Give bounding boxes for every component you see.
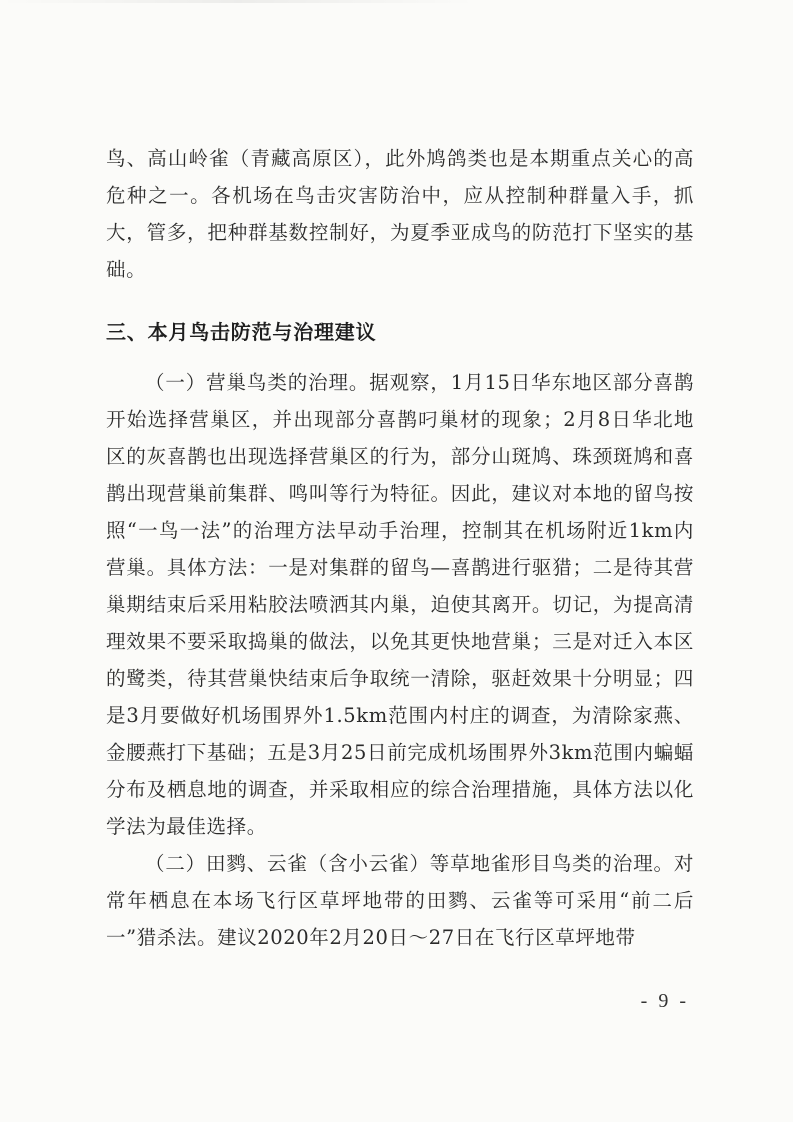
section-heading: 三、本月鸟击防范与治理建议 [106, 320, 377, 344]
paragraph-nesting-birds: （一）营巢鸟类的治理。据观察，1月15日华东地区部分喜鹊开始选择营巢区，并出现部分喜鹊叼巢材的现象；2月8日华北地区的灰喜鹊也出现选择营巢区的行为，部分山斑鸠、珠颈斑鸠和喜鹊出现营巢前集群、鸣叫等行为特征。因此，建议对本地的留鸟按照“一鸟一法”的治理方法早动手治理，控制其在机场附近1km内营巢。具体方法：一是对集群的留鸟—喜鹊进行驱猎；二是待其营巢期结束后采用粘胶法喷洒其内巢，迫使其离开。切记，为提高清理效果不要采取捣巢的做法，以免其更快地营巢；三是对迁入本区的鹭类，待其营巢快结束后争取统一清除，驱赶效果十分明显；四是3月要做好机场围界外1.5km范围内村庄的调查，为清除家燕、金腰燕打下基础；五是3月25日前完成机场围界外3km范围内蝙蝠分布及栖息地的调查，并采取相应的综合治理措施，具体方法以化学法为最佳选择。 [106, 371, 694, 838]
scan-edge [0, 0, 793, 3]
paragraph-continued: 鸟、高山岭雀（青藏高原区），此外鸠鸽类也是本期重点关心的高危种之一。各机场在鸟击灾害防治中，应从控制种群量入手，抓大，管多，把种群基数控制好，为夏季亚成鸟的防范打下坚实的基础。 [106, 147, 694, 281]
paragraph-grassland-birds: （二）田鹨、云雀（含小云雀）等草地雀形目鸟类的治理。对常年栖息在本场飞行区草坪地带的田鹨、云雀等可采用“前二后一”猎杀法。建议2020年2月20日～27日在飞行区草坪地带 [106, 852, 694, 949]
document-body [106, 140, 694, 956]
page-number: - 9 - [640, 990, 689, 1012]
